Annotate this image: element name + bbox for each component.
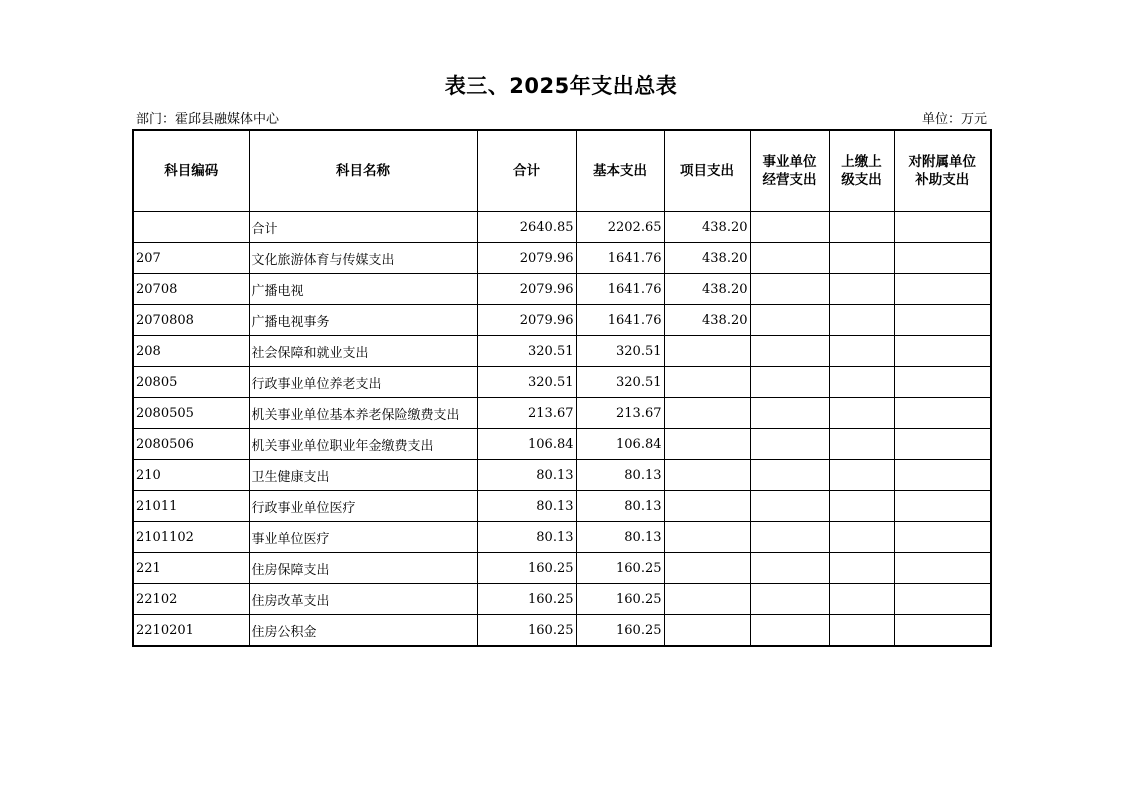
cell-remit <box>829 212 894 243</box>
table-row <box>133 491 991 522</box>
cell-business <box>750 553 829 584</box>
cell-code: 21011 <box>133 491 249 522</box>
cell-business <box>750 615 829 647</box>
cell-remit <box>829 522 894 553</box>
table-body <box>133 212 991 647</box>
cell-total: 160.25 <box>477 584 576 615</box>
cell-remit <box>829 553 894 584</box>
department-label: 部门：霍邱县融媒体中心 <box>136 112 280 127</box>
cell-name: 文化旅游体育与传媒支出 <box>249 243 477 274</box>
cell-remit <box>829 460 894 491</box>
cell-code: 22102 <box>133 584 249 615</box>
cell-basic: 1641.76 <box>576 274 664 305</box>
cell-project <box>664 367 750 398</box>
cell-remit <box>829 491 894 522</box>
cell-basic: 320.51 <box>576 336 664 367</box>
cell-project: 438.20 <box>664 274 750 305</box>
cell-project <box>664 615 750 647</box>
cell-code: 2101102 <box>133 522 249 553</box>
table-row <box>133 274 991 305</box>
cell-subsidy <box>894 274 991 305</box>
cell-code: 221 <box>133 553 249 584</box>
cell-business <box>750 305 829 336</box>
cell-total: 80.13 <box>477 460 576 491</box>
cell-subsidy <box>894 243 991 274</box>
cell-basic: 106.84 <box>576 429 664 460</box>
cell-name: 机关事业单位职业年金缴费支出 <box>249 429 477 460</box>
cell-total: 160.25 <box>477 553 576 584</box>
cell-remit <box>829 615 894 647</box>
table-row <box>133 615 991 647</box>
cell-project <box>664 460 750 491</box>
cell-project: 438.20 <box>664 212 750 243</box>
cell-total: 2079.96 <box>477 243 576 274</box>
table-row <box>133 460 991 491</box>
cell-basic: 160.25 <box>576 584 664 615</box>
cell-project: 438.20 <box>664 305 750 336</box>
table-row <box>133 212 991 243</box>
cell-project <box>664 429 750 460</box>
cell-remit <box>829 584 894 615</box>
cell-name: 广播电视 <box>249 274 477 305</box>
cell-business <box>750 460 829 491</box>
cell-total: 2079.96 <box>477 305 576 336</box>
cell-code: 2080505 <box>133 398 249 429</box>
unit-label: 单位：万元 <box>921 112 987 127</box>
cell-subsidy <box>894 584 991 615</box>
cell-business <box>750 274 829 305</box>
cell-remit <box>829 305 894 336</box>
cell-subsidy <box>894 212 991 243</box>
cell-basic: 160.25 <box>576 553 664 584</box>
cell-basic: 160.25 <box>576 615 664 647</box>
cell-remit <box>829 367 894 398</box>
cell-project <box>664 491 750 522</box>
table-row <box>133 553 991 584</box>
cell-subsidy <box>894 429 991 460</box>
cell-name: 事业单位医疗 <box>249 522 477 553</box>
cell-name: 住房改革支出 <box>249 584 477 615</box>
cell-basic: 1641.76 <box>576 243 664 274</box>
cell-basic: 213.67 <box>576 398 664 429</box>
cell-business <box>750 522 829 553</box>
cell-code: 20708 <box>133 274 249 305</box>
table-row <box>133 398 991 429</box>
header-code: 科目编码 <box>133 130 249 212</box>
cell-subsidy <box>894 305 991 336</box>
cell-project <box>664 522 750 553</box>
cell-remit <box>829 274 894 305</box>
cell-remit <box>829 243 894 274</box>
table-row <box>133 305 991 336</box>
cell-code: 208 <box>133 336 249 367</box>
cell-basic: 320.51 <box>576 367 664 398</box>
cell-total: 160.25 <box>477 615 576 647</box>
table-row <box>133 336 991 367</box>
cell-remit <box>829 336 894 367</box>
cell-total: 2079.96 <box>477 274 576 305</box>
cell-subsidy <box>894 367 991 398</box>
cell-project <box>664 398 750 429</box>
header-subsidy: 对附属单位补助支出 <box>894 130 991 212</box>
table-row <box>133 243 991 274</box>
cell-project: 438.20 <box>664 243 750 274</box>
cell-subsidy <box>894 491 991 522</box>
table-row <box>133 429 991 460</box>
cell-name: 合计 <box>249 212 477 243</box>
cell-total: 80.13 <box>477 522 576 553</box>
cell-business <box>750 367 829 398</box>
cell-code: 2070808 <box>133 305 249 336</box>
cell-business <box>750 398 829 429</box>
cell-business <box>750 429 829 460</box>
cell-basic: 80.13 <box>576 460 664 491</box>
header-basic: 基本支出 <box>576 130 664 212</box>
cell-business <box>750 212 829 243</box>
header-remit: 上缴上级支出 <box>829 130 894 212</box>
cell-subsidy <box>894 553 991 584</box>
cell-basic: 2202.65 <box>576 212 664 243</box>
cell-business <box>750 336 829 367</box>
table-row <box>133 522 991 553</box>
cell-subsidy <box>894 336 991 367</box>
cell-total: 320.51 <box>477 367 576 398</box>
cell-basic: 80.13 <box>576 522 664 553</box>
cell-code: 20805 <box>133 367 249 398</box>
page-title: 表三、2025年支出总表 <box>444 74 678 98</box>
cell-subsidy <box>894 460 991 491</box>
cell-total: 320.51 <box>477 336 576 367</box>
cell-code: 207 <box>133 243 249 274</box>
cell-name: 住房保障支出 <box>249 553 477 584</box>
cell-name: 行政事业单位医疗 <box>249 491 477 522</box>
table-header-row <box>133 130 991 212</box>
cell-remit <box>829 398 894 429</box>
expenditure-table <box>132 129 992 647</box>
cell-subsidy <box>894 398 991 429</box>
cell-code: 2210201 <box>133 615 249 647</box>
cell-basic: 1641.76 <box>576 305 664 336</box>
cell-name: 卫生健康支出 <box>249 460 477 491</box>
cell-code <box>133 212 249 243</box>
cell-total: 80.13 <box>477 491 576 522</box>
cell-total: 213.67 <box>477 398 576 429</box>
cell-name: 行政事业单位养老支出 <box>249 367 477 398</box>
cell-subsidy <box>894 522 991 553</box>
cell-business <box>750 491 829 522</box>
cell-name: 机关事业单位基本养老保险缴费支出 <box>249 398 477 429</box>
header-total: 合计 <box>477 130 576 212</box>
cell-code: 210 <box>133 460 249 491</box>
cell-project <box>664 336 750 367</box>
table-row <box>133 367 991 398</box>
cell-name: 社会保障和就业支出 <box>249 336 477 367</box>
header-name: 科目名称 <box>249 130 477 212</box>
cell-code: 2080506 <box>133 429 249 460</box>
cell-business <box>750 584 829 615</box>
cell-total: 2640.85 <box>477 212 576 243</box>
header-business: 事业单位经营支出 <box>750 130 829 212</box>
cell-subsidy <box>894 615 991 647</box>
cell-project <box>664 584 750 615</box>
cell-remit <box>829 429 894 460</box>
cell-business <box>750 243 829 274</box>
cell-basic: 80.13 <box>576 491 664 522</box>
cell-name: 广播电视事务 <box>249 305 477 336</box>
header-project: 项目支出 <box>664 130 750 212</box>
table-row <box>133 584 991 615</box>
cell-total: 106.84 <box>477 429 576 460</box>
cell-project <box>664 553 750 584</box>
cell-name: 住房公积金 <box>249 615 477 647</box>
